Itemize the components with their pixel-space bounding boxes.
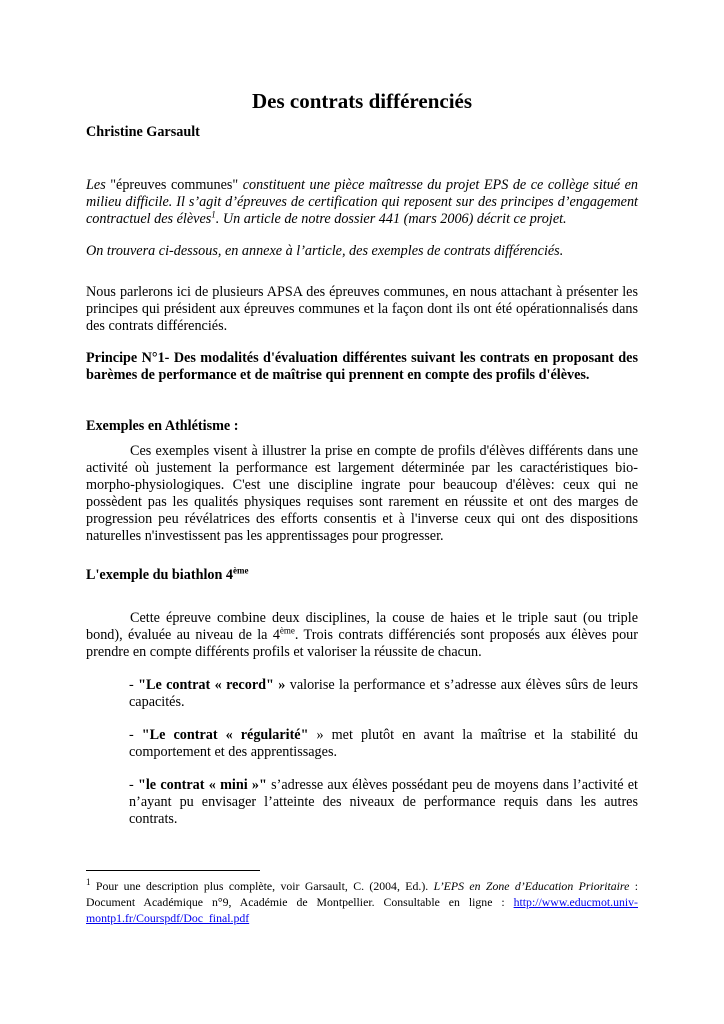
contract-desc: s’adresse aux élèves possédant peu de moyens dans l’activité et n’ayant pu envisager l’atteinte des niveaux de performance requis dans les autres contrats. [129,777,638,827]
section-heading-biathlon [86,567,638,584]
footnote-book-title: L’EPS en Zone d’Education Prioritaire [433,879,630,893]
contract-item-mini [129,777,638,828]
biathlon-text-2: . Trois contrats différenciés sont proposés aux élèves pour prendre en compte différents profils et valoriser la réussite de chacun. [86,627,638,660]
contract-name: "Le contrat « record" » [138,677,286,693]
footnote-ref[interactable]: 1 [211,209,216,220]
biathlon-heading-sup: ème [233,565,249,576]
contract-item-record [129,677,638,711]
intro-text-2: "épreuves communes" [105,177,243,193]
footnote-text-2: : Document Académique n°9, Académie de Montpellier. Consultable en ligne : [86,879,639,909]
contract-desc: valorise la performance et s’adresse aux élèves sûrs de leurs capacités. [129,677,638,710]
footnote-text-1: Pour une description plus complète, voir Garsault, C. (2004, Ed.). [90,879,434,893]
contract-desc: » met plutôt en avant la maîtrise et la stabilité du comportement et des apprentissages. [129,727,638,760]
principle-1: Principe N°1- Des modalités d'évaluation différentes suivant les contrats en proposant des barèmes de performance et de maîtrise qui prennent en compte des profils d'élèves. [86,350,638,383]
footnote [86,878,638,926]
biathlon-body-sup: ème [279,625,295,636]
contract-dash: - [129,777,138,793]
intro-text-3: constituent une pièce maîtresse du projet EPS de ce collège situé en milieu difficile. Il s’agit d’épreuves de certification qui reposent sur des principes d’engagement contractuel des élèves [86,177,639,227]
section-heading-athletics: Exemples en Athlétisme : [86,418,239,434]
footnote-link[interactable]: http://www.educmot.univ-montp1.fr/Courspdf/Doc_final.pdf [86,895,638,925]
intro-text-4: . Un article de notre dossier 441 (mars 2006) décrit ce projet. [215,211,567,227]
contract-dash: - [129,677,139,693]
athletics-paragraph: Ces exemples visent à illustrer la prise en compte de profils d'élèves différents dans une activité où justement la performance est largement déterminée par les caractéristiques bio-morpho-physiologiques. C'est une discipline ingrate pour beaucoup d'élèves: ceux qui ne possèdent pas les qualités physiques requises sont rarement en réussite et ont des marges de progression peu révélatrices des efforts consentis et à l'inverse ceux qui ont des dispositions naturelles n'investissent pas les apprentissages pour progresser. [86,443,638,544]
intro-paragraph [86,177,638,228]
contract-name: "le contrat « mini »" [137,777,267,793]
footnote-number: 1 [86,877,91,888]
biathlon-text-1: Cette épreuve combine deux disciplines, la couse de haies et le triple saut (ou triple bond), évaluée au niveau de la 4 [86,610,638,643]
contract-dash: - [129,727,142,743]
footnote-separator [86,870,260,871]
body-paragraph-1: Nous parlerons ici de plusieurs APSA des épreuves communes, en nous attachant à présenter les principes qui président aux épreuves communes et la façon dont ils ont été opérationnalisés dans des contrats différenciés. [86,284,638,334]
contract-name: "Le contrat « régularité" [141,727,309,743]
intro-text-1: Les [86,177,106,193]
biathlon-paragraph [86,610,638,661]
author-name: Christine Garsault [86,124,200,140]
intro-annex-note: On trouvera ci-dessous, en annexe à l’article, des exemples de contrats différenciés. [86,243,564,259]
biathlon-heading-text: L'exemple du biathlon 4 [86,567,234,583]
document-title: Des contrats différenciés [251,89,473,113]
contract-item-regularite [129,727,638,761]
